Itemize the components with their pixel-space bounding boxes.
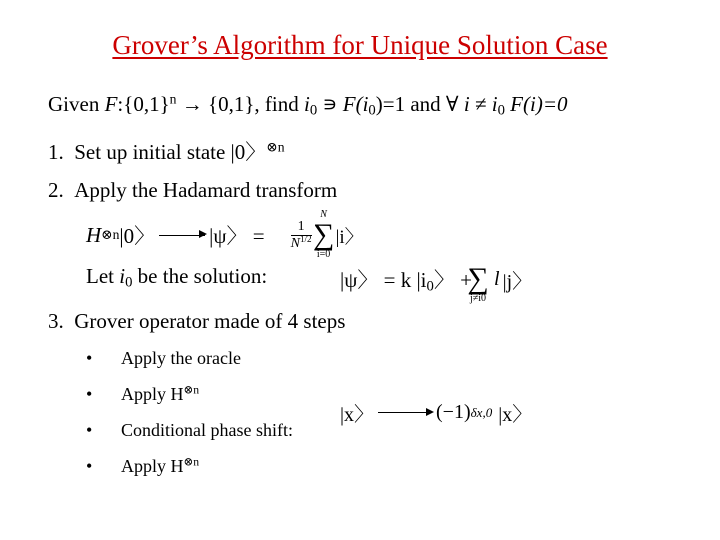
slide-title: Grover’s Algorithm for Unique Solution Case [112, 30, 608, 60]
solution-sum: ∑ j≠i0 l |j〉 [466, 254, 532, 304]
normalization-fraction: $\frac{1}{N^{1/2}}$ [290, 218, 312, 251]
long-arrow-icon [159, 235, 205, 236]
step-1: 1. Set up initial state |0〉$^{\otimes n}$ [48, 139, 285, 164]
bullet-icon: • [86, 456, 93, 476]
bullet-hadamard-1: • Apply $H^{\otimes n}$ [86, 383, 200, 404]
bullet-hadamard-2: • Apply $H^{\otimes n}$ [86, 455, 200, 476]
summation-icon: N ∑ i=0 [312, 209, 335, 260]
solution-equation: |ψ〉 = k $|i_0$〉 + [340, 268, 472, 295]
bullet-icon: • [86, 384, 93, 404]
step-2: 2. Apply the Hadamard transform [48, 178, 338, 202]
given-line: Given $F:\{0,1\}^n \to \{0,1\}$, find $i_0$ ∍ $F(i_0)=1$ and ∀ $i \ne i_0$ F(i)=0 [48, 91, 568, 119]
hadamard-equation: H ⊗n |0〉 |ψ〉 = $\frac{1}{N^{1/2}}$ N ∑ i=0 |i〉 [86, 209, 364, 260]
bullet-oracle: • Apply the oracle [86, 348, 241, 368]
step-3: 3. Grover operator made of 4 steps [48, 309, 346, 333]
bullet-phase-shift: • Conditional phase shift: [86, 420, 293, 440]
phase-shift-formula: |x〉 (−1) δx,0 |x〉 [340, 401, 533, 426]
long-arrow-icon [378, 412, 432, 413]
bullet-icon: • [86, 348, 93, 368]
bullet-icon: • [86, 420, 93, 440]
summation-icon: ∑ j≠i0 [467, 262, 489, 304]
solution-label: Let $i_0$ be the solution: [86, 264, 268, 291]
